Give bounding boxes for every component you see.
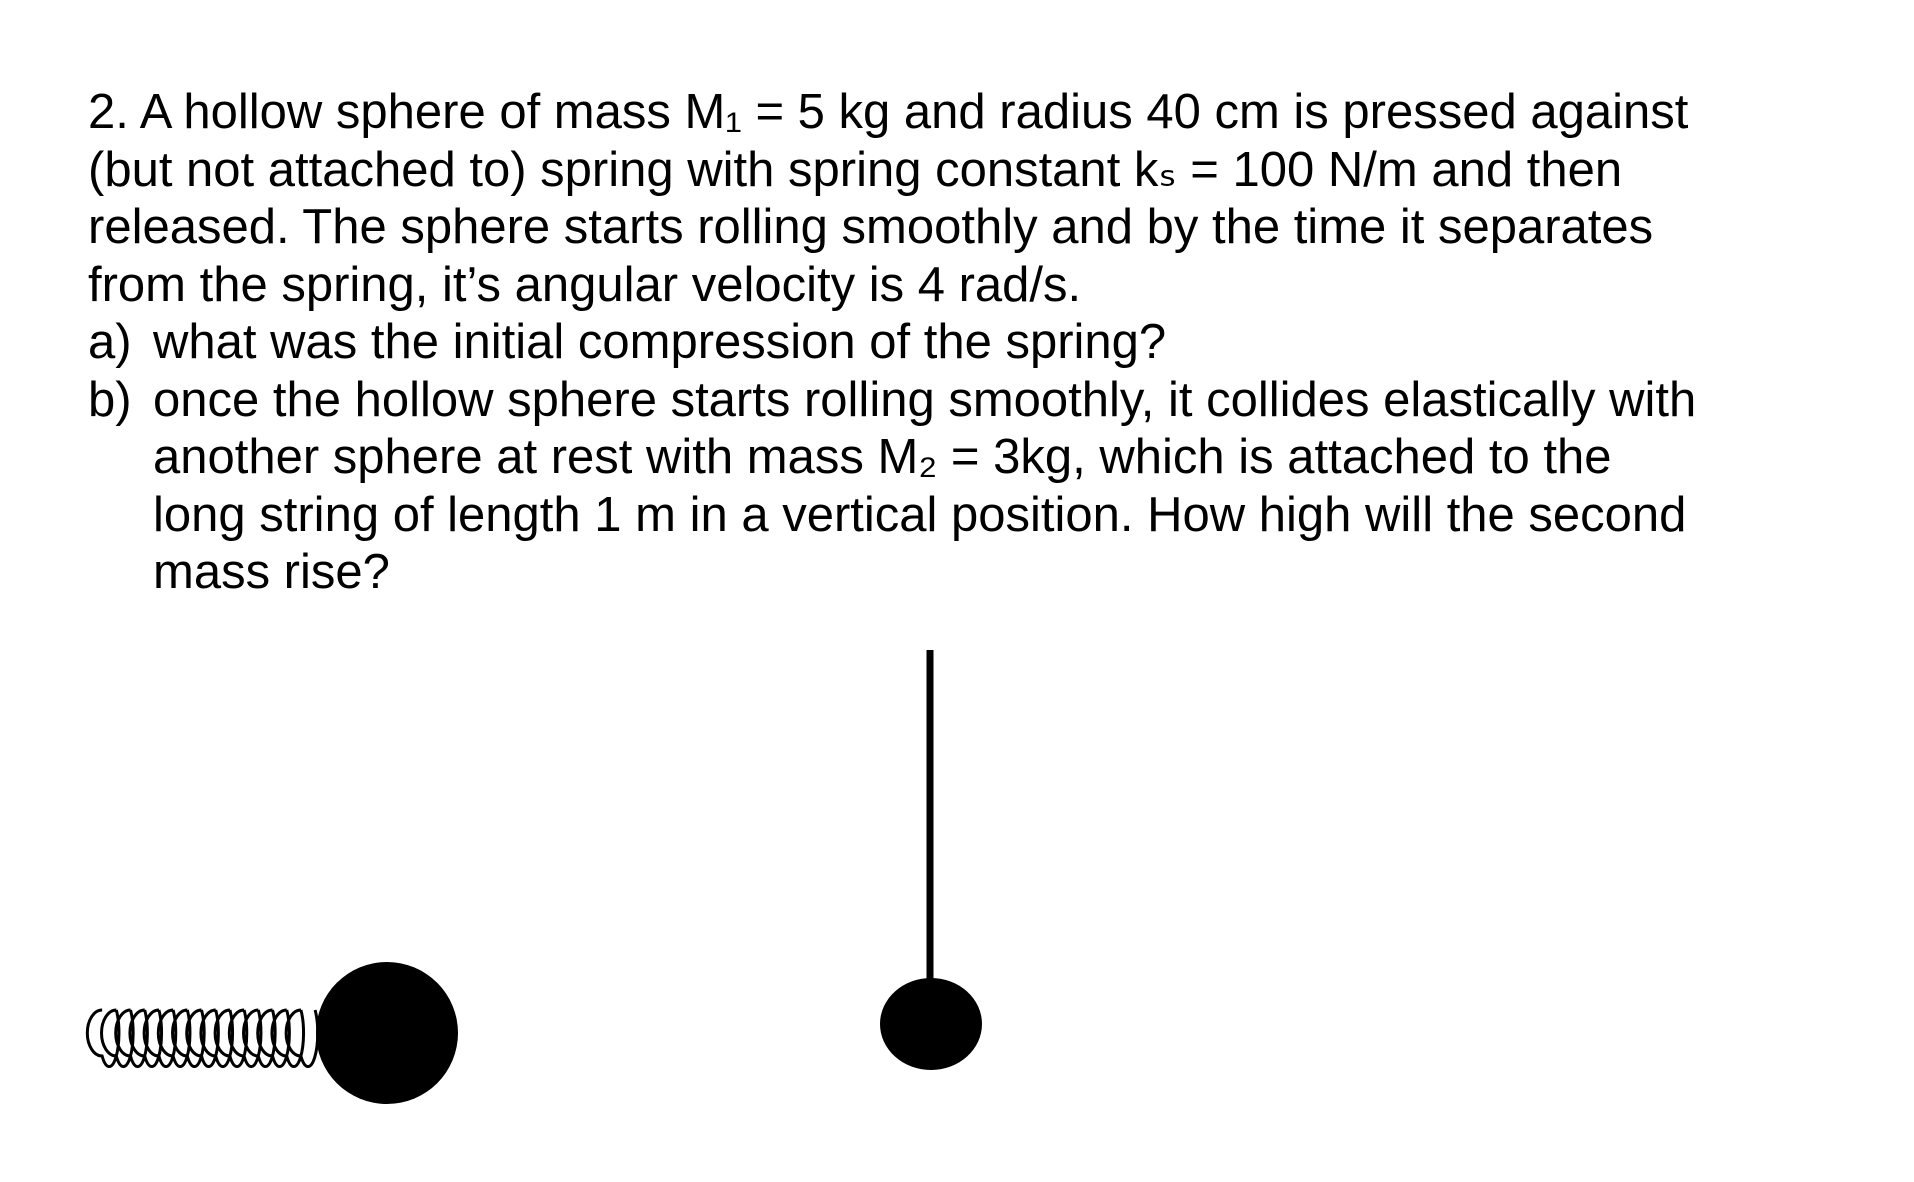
part-marker-a: a) xyxy=(88,315,132,369)
spring-coil xyxy=(87,1010,317,1067)
question-b-line: once the hollow sphere starts rolling smoothly, it collides elastically with xyxy=(153,372,1697,427)
question-b-line: another sphere at rest with mass M₂ = 3kg, which is attached to the xyxy=(153,430,1612,484)
part-marker-b: b) xyxy=(88,372,132,427)
problem-intro-line: 2. A hollow sphere of mass M₁ = 5 kg and radius 40 cm is pressed against xyxy=(88,85,1689,139)
problem-intro-line: (but not attached to) spring with spring constant kₛ = 100 N/m and then xyxy=(88,142,1623,197)
problem-intro-line: released. The sphere starts rolling smoothly and by the time it separates xyxy=(88,200,1654,254)
question-b-line: long string of length 1 m in a vertical position. How high will the second xyxy=(153,487,1687,542)
hollow-sphere xyxy=(316,962,458,1104)
question-a-line: what was the initial compression of the spring? xyxy=(153,315,1167,369)
pendulum-bob xyxy=(880,978,982,1070)
problem-intro-line: from the spring, it’s angular velocity is 4 rad/s. xyxy=(88,257,1082,312)
spring xyxy=(87,1010,317,1067)
question-b-line: mass rise? xyxy=(153,545,390,599)
